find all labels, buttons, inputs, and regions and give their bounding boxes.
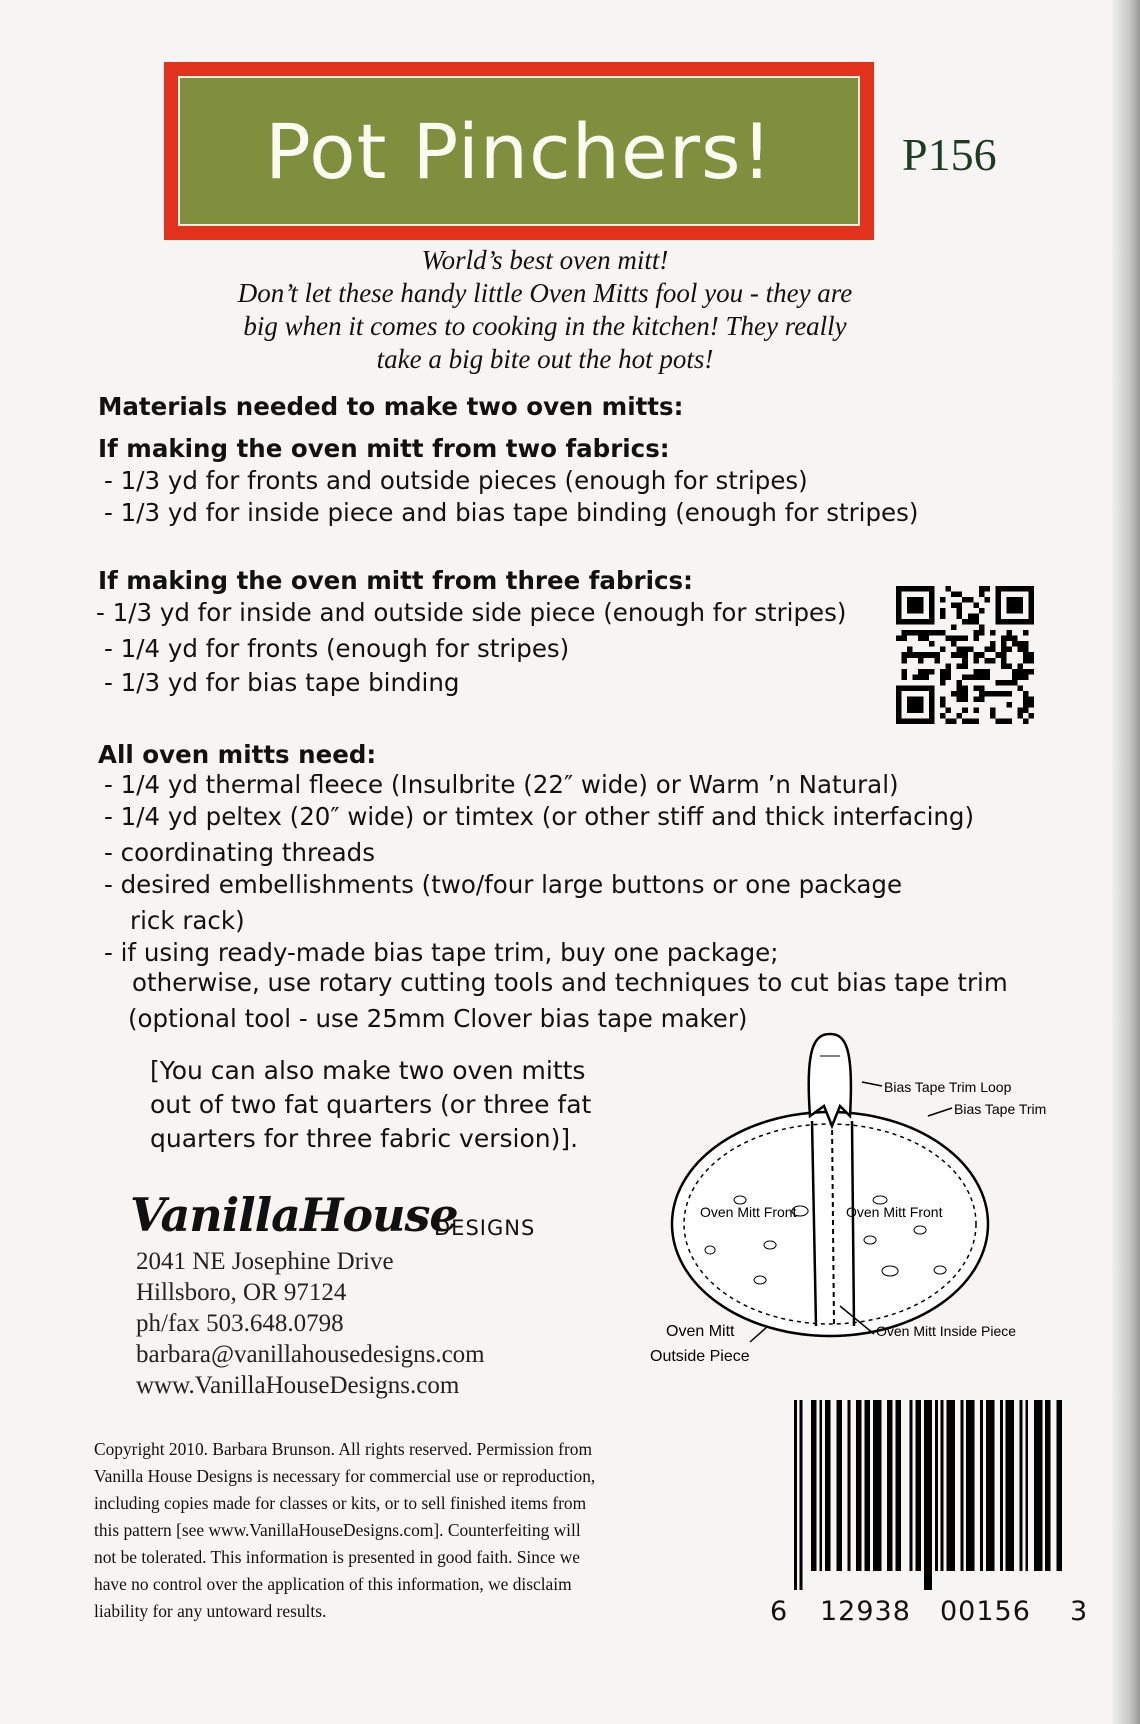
barcode-bars xyxy=(794,1400,1062,1590)
label-front-left: Oven Mitt Front xyxy=(700,1204,797,1220)
note-line: [You can also make two oven mitts xyxy=(150,1056,586,1085)
company-logo: VanillaHouse xyxy=(130,1188,458,1242)
title-banner xyxy=(164,62,874,240)
list-item: - 1/4 yd thermal fleece (Insulbrite (22″ wide) or Warm ’n Natural) xyxy=(104,770,899,799)
label-front-right: Oven Mitt Front xyxy=(846,1204,943,1220)
copyright-line: have no control over the application of this information, we disclaim xyxy=(94,1574,572,1594)
list-item: - 1/4 yd peltex (20″ wide) or timtex (or other stiff and thick interfacing) xyxy=(104,802,975,831)
qr-code[interactable] xyxy=(896,586,1034,724)
list-item: - 1/3 yd for fronts and outside pieces (enough for stripes) xyxy=(104,466,808,495)
list-item: otherwise, use rotary cutting tools and techniques to cut bias tape trim xyxy=(132,968,1008,997)
list-item: - if using ready-made bias tape trim, buy one package; xyxy=(104,938,779,967)
three-fabrics-heading: If making the oven mitt from three fabrics: xyxy=(98,566,693,595)
tagline-line: World’s best oven mitt! xyxy=(421,245,669,275)
tagline-line: big when it comes to cooking in the kitchen! They really xyxy=(243,311,847,341)
barcode-group-1: 12938 xyxy=(820,1596,911,1627)
email-link[interactable]: barbara@vanillahousedesigns.com xyxy=(136,1341,485,1368)
tagline xyxy=(150,244,940,376)
note-line: out of two fat quarters (or three fat xyxy=(150,1090,592,1119)
copyright-line: not be tolerated. This information is presented in good faith. Since we xyxy=(94,1547,581,1567)
label-bias-loop: Bias Tape Trim Loop xyxy=(884,1079,1012,1095)
address-line: Hillsboro, OR 97124 xyxy=(136,1279,347,1306)
copyright-notice xyxy=(94,1436,734,1625)
title-panel xyxy=(178,76,860,226)
label-inside-piece: Oven Mitt Inside Piece xyxy=(876,1323,1017,1339)
company-address xyxy=(136,1246,485,1401)
list-item: - 1/3 yd for inside piece and bias tape binding (enough for stripes) xyxy=(104,498,919,527)
list-item: - desired embellishments (two/four large buttons or one package xyxy=(104,870,903,899)
copyright-line: this pattern [see www.VanillaHouseDesigns.com]. Counterfeiting will xyxy=(94,1520,581,1540)
copyright-line: Vanilla House Designs is necessary for commercial use or reproduction, xyxy=(94,1466,596,1486)
fat-quarter-note xyxy=(150,1054,591,1156)
tagline-line: Don’t let these handy little Oven Mitts fool you - they are xyxy=(237,278,853,308)
oven-mitt-diagram xyxy=(640,1026,1070,1376)
two-fabrics-heading: If making the oven mitt from two fabrics: xyxy=(98,434,670,463)
list-item: - coordinating threads xyxy=(104,838,375,867)
website-link[interactable]: www.VanillaHouseDesigns.com xyxy=(136,1372,460,1399)
company-logo-sub: DESIGNS xyxy=(434,1216,536,1240)
phone-fax: ph/fax 503.648.0798 xyxy=(136,1310,344,1337)
pattern-code: P156 xyxy=(902,129,997,180)
copyright-line: Copyright 2010. Barbara Brunson. All rights reserved. Permission from xyxy=(94,1439,592,1459)
page-title: Pot Pinchers! xyxy=(264,106,774,196)
list-item: - 1/3 yd for inside and outside side piece (enough for stripes) xyxy=(96,598,847,627)
label-outside-1: Oven Mitt xyxy=(666,1323,735,1340)
barcode-digit-left: 6 xyxy=(770,1596,788,1627)
label-outside-2: Outside Piece xyxy=(650,1348,750,1365)
list-item: - 1/4 yd for fronts (enough for stripes) xyxy=(104,634,570,663)
note-line: quarters for three fabric version)]. xyxy=(150,1124,579,1153)
barcode-digit-right: 3 xyxy=(1070,1596,1088,1627)
page-edge-shadow xyxy=(1112,0,1140,1724)
copyright-line: including copies made for classes or kits, or to sell finished items from xyxy=(94,1493,587,1513)
address-line: 2041 NE Josephine Drive xyxy=(136,1248,394,1275)
materials-heading: Materials needed to make two oven mitts: xyxy=(98,392,684,421)
upc-barcode xyxy=(770,1400,1090,1630)
all-mitts-heading: All oven mitts need: xyxy=(98,740,377,769)
list-item: (optional tool - use 25mm Clover bias tape maker) xyxy=(128,1004,748,1033)
label-bias-trim: Bias Tape Trim xyxy=(954,1101,1047,1117)
tagline-line: take a big bite out the hot pots! xyxy=(376,344,714,374)
list-item: rick rack) xyxy=(130,906,245,935)
list-item: - 1/3 yd for bias tape binding xyxy=(104,668,460,697)
copyright-line: liability for any untoward results. xyxy=(94,1601,327,1621)
barcode-group-2: 00156 xyxy=(940,1596,1031,1627)
